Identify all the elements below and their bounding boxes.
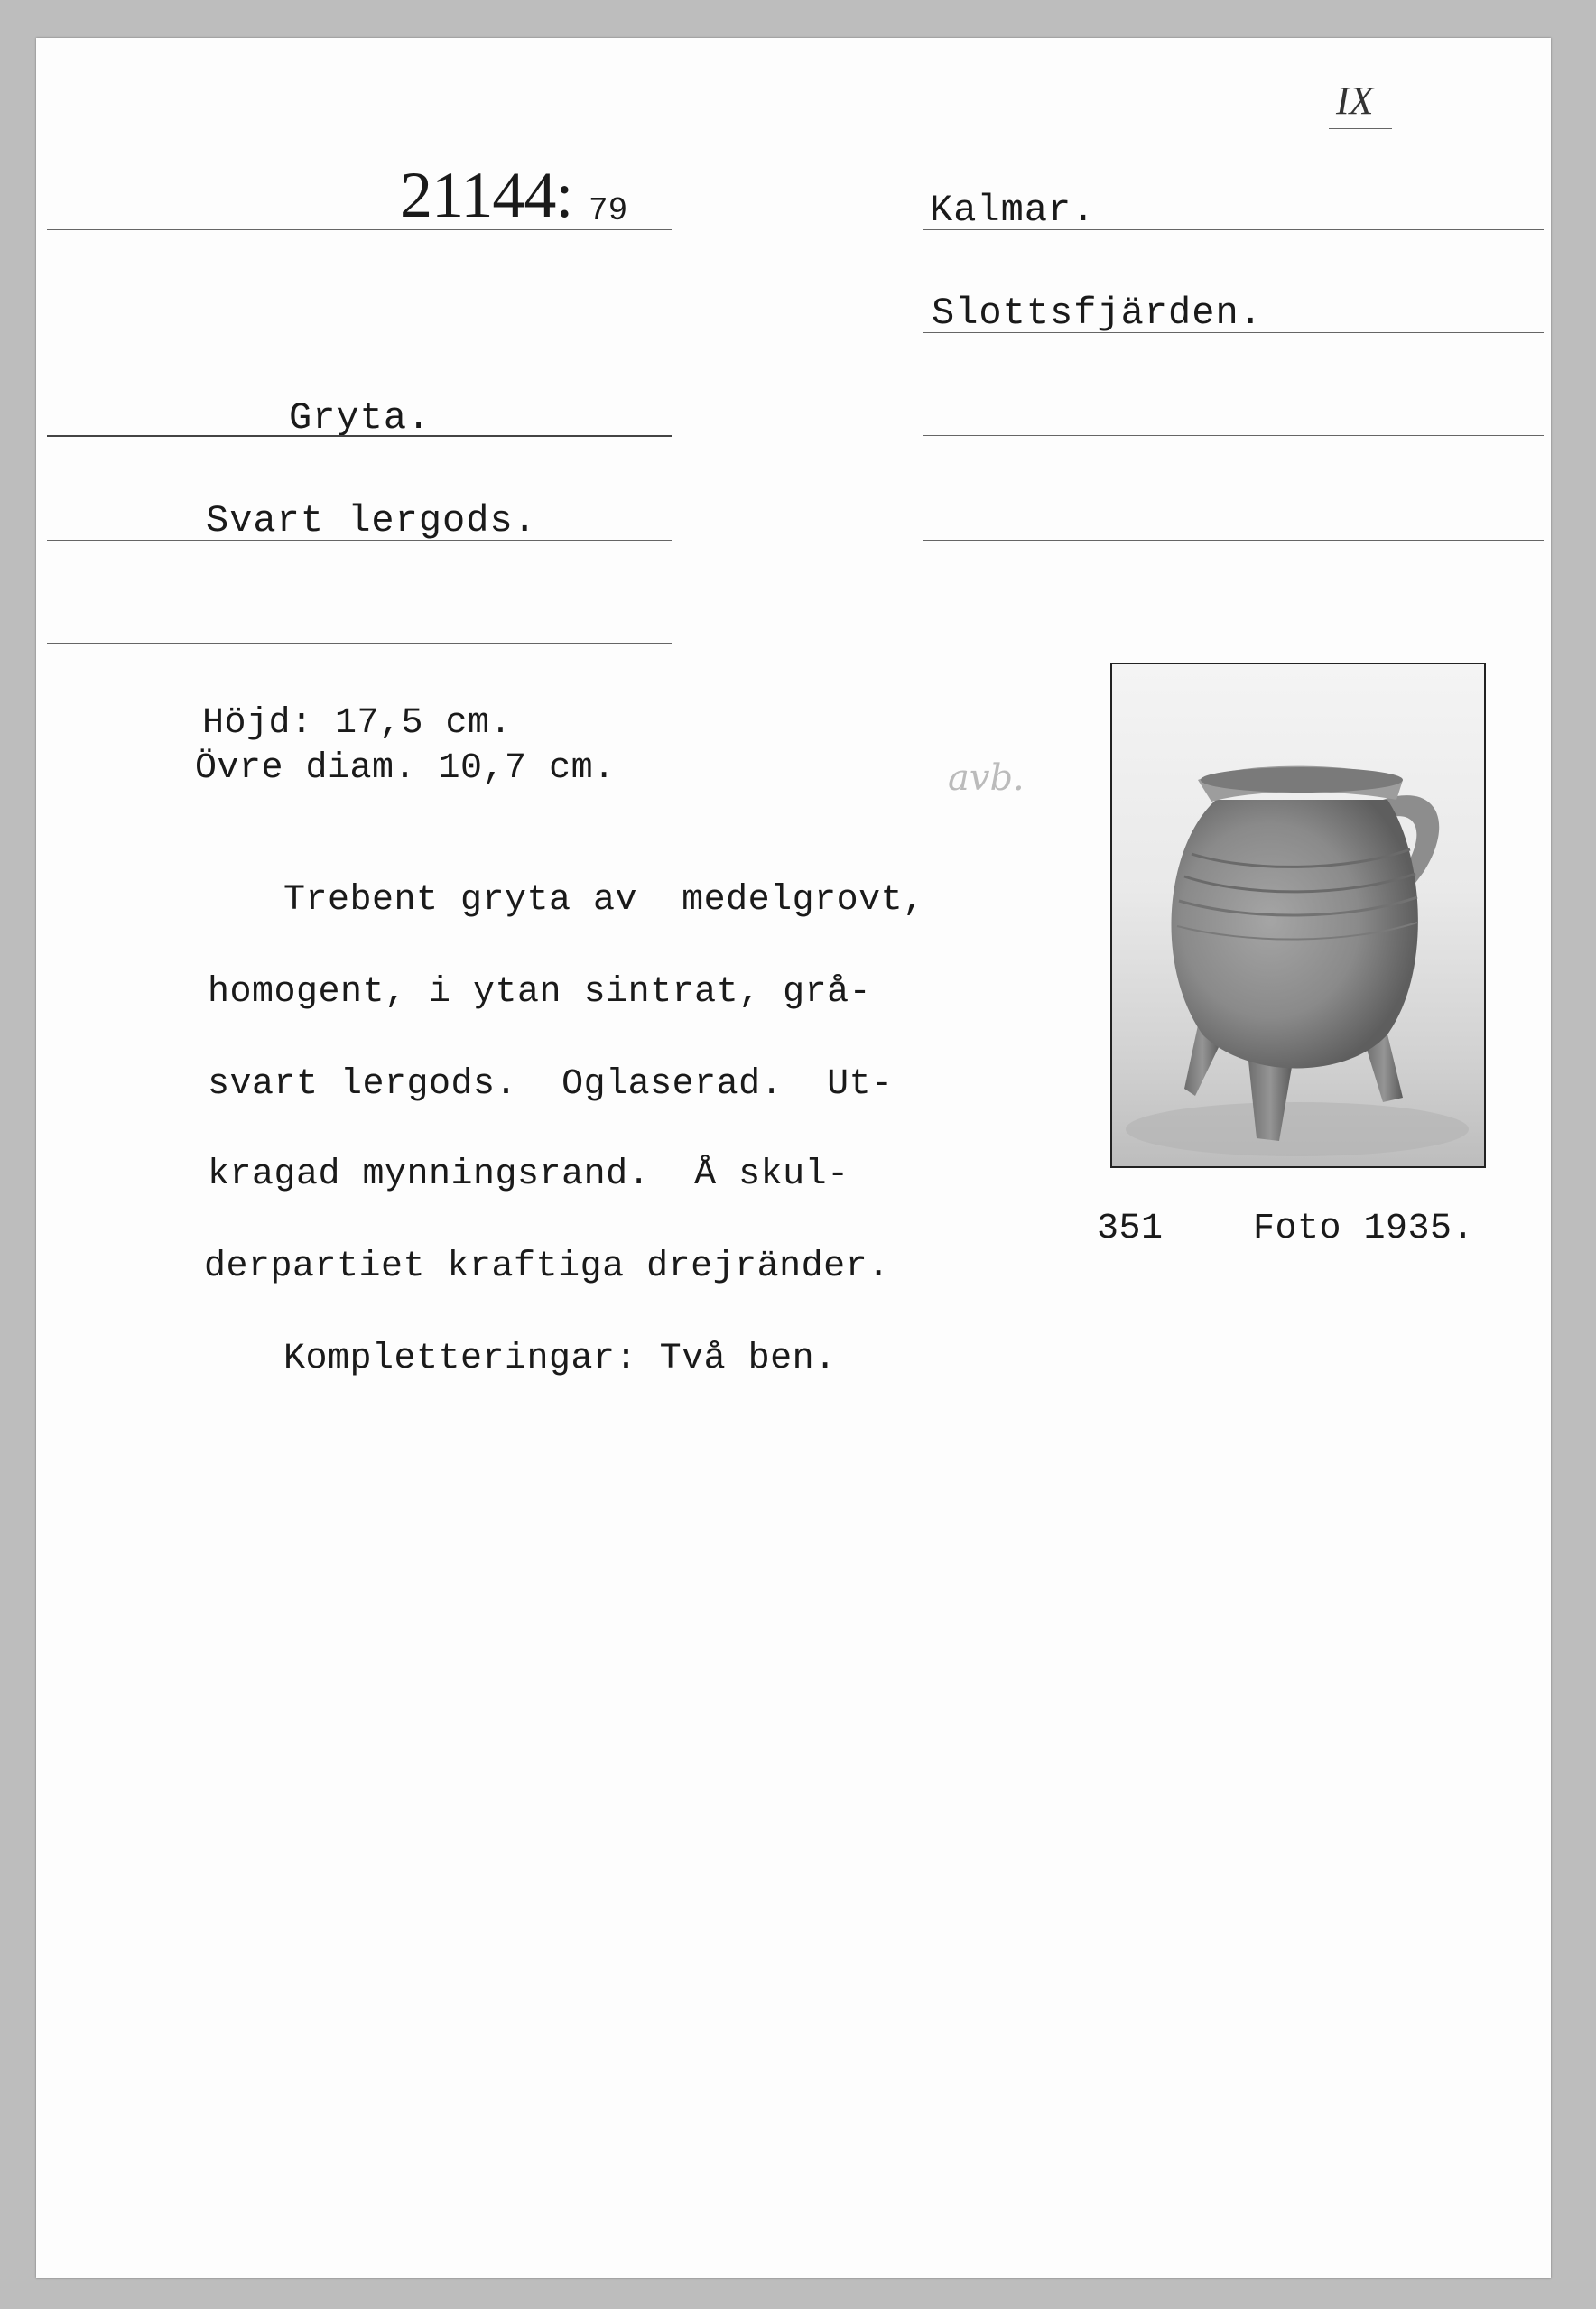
object-photo: [1110, 663, 1486, 1168]
place-name: Kalmar.: [930, 189, 1096, 232]
rule-right-4: [923, 540, 1544, 541]
rule-left-2: [47, 435, 672, 437]
tripod-pot-image: [1112, 664, 1484, 1166]
completions-line: Kompletteringar: Två ben.: [283, 1339, 837, 1379]
description-line: svart lergods. Oglaserad. Ut-: [208, 1064, 894, 1105]
object-name: Gryta.: [289, 396, 431, 440]
rule-left-3: [47, 540, 672, 541]
rule-right-2: [923, 332, 1544, 333]
description-line: homogent, i ytan sintrat, grå-: [208, 972, 872, 1013]
catalog-number: 21144:: [400, 159, 573, 231]
description-line: Trebent gryta av medelgrovt,: [283, 880, 925, 921]
pencil-note: avb.: [948, 757, 1025, 799]
material: Svart lergods.: [206, 499, 537, 542]
catalog-card: [36, 38, 1551, 2278]
roman-numeral: IX: [1336, 79, 1374, 123]
description-line: derpartiet kraftiga drejränder.: [204, 1247, 890, 1287]
photo-year: Foto 1935.: [1253, 1209, 1475, 1249]
rule-left-1: [47, 229, 672, 230]
rule-right-1: [923, 229, 1544, 230]
rule-left-4: [47, 643, 672, 644]
photo-number: 351: [1097, 1209, 1164, 1249]
roman-underline: [1329, 128, 1392, 129]
diameter-measure: Övre diam. 10,7 cm.: [195, 748, 616, 789]
catalog-subnumber: 79: [589, 192, 628, 229]
height-measure: Höjd: 17,5 cm.: [202, 703, 513, 744]
description-line: kragad mynningsrand. Å skul-: [208, 1154, 849, 1195]
rule-right-3: [923, 435, 1544, 436]
site-name: Slottsfjärden.: [932, 292, 1263, 335]
